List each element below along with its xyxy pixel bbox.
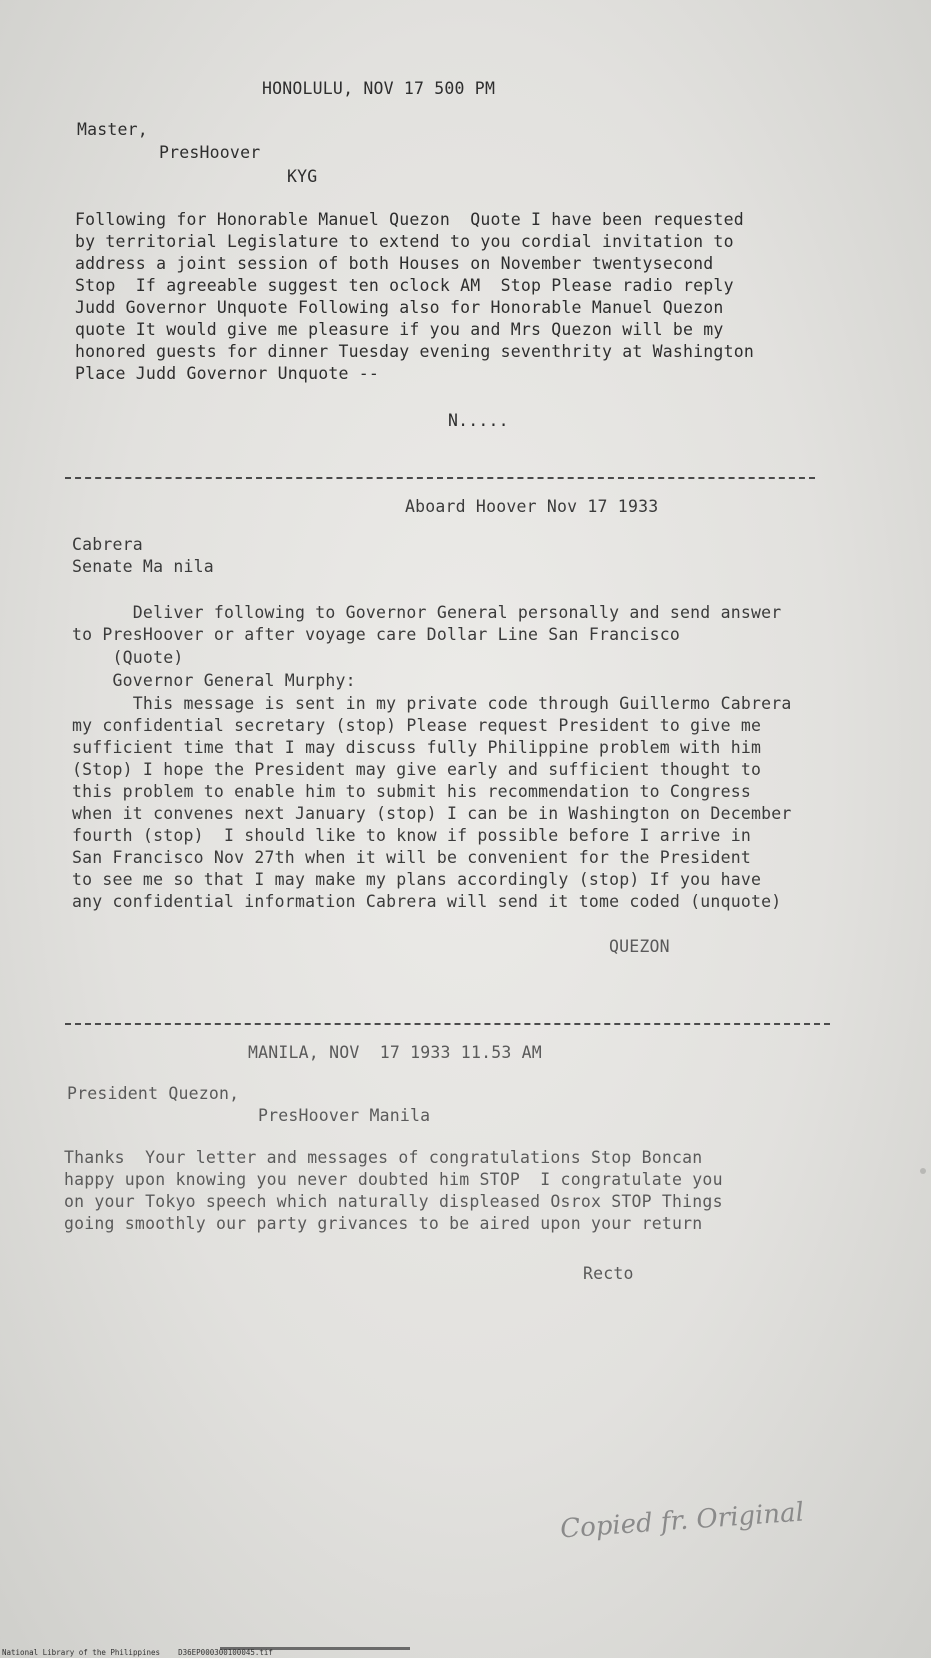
section1-body-line: Stop If agreeable suggest ten oclock AM Stop Please radio reply [75,276,734,295]
section1-body-line: Place Judd Governor Unquote -- [75,364,380,383]
section2-address: Senate Ma nila [72,557,214,576]
section1-body-line: Judd Governor Unquote Following also for Honorable Manuel Quezon [75,298,724,317]
archive-footer: National Library of the Philippines D36EP000300100045.tif [2,1648,273,1657]
section2-body-line: any confidential information Cabrera will send it tome coded (unquote) [72,892,782,911]
section3-body-line: happy upon knowing you never doubted him STOP I congratulate you [64,1170,723,1189]
separator-line [65,1023,830,1025]
section1-body-line: honored guests for dinner Tuesday evening seventhrity at Washington [75,342,754,361]
section2-body-line: when it convenes next January (stop) I can be in Washington on December [72,804,792,823]
section3-signature: Recto [583,1264,634,1283]
section2-body-line: San Francisco Nov 27th when it will be convenient for the President [72,848,751,867]
section2-body-line: my confidential secretary (stop) Please request President to give me [72,716,762,735]
section1-signature: N..... [448,411,509,430]
section2-body-line: (Stop) I hope the President may give early and sufficient thought to [72,760,762,779]
section2-body-line: This message is sent in my private code through Guillermo Cabrera [72,694,792,713]
section1-header: HONOLULU, NOV 17 500 PM [262,79,496,98]
section1-body-line: by territorial Legislature to extend to you cordial invitation to [75,232,734,251]
section1-body-line: address a joint session of both Houses on November twentysecond [75,254,714,273]
section1-via: PresHoover [159,143,261,162]
section1-station: KYG [287,167,318,186]
section2-body-line: sufficient time that I may discuss fully Philippine problem with him [72,738,762,757]
section3-body-line: going smoothly our party grivances to be aired upon your return [64,1214,703,1233]
section1-recipient: Master, [77,120,148,139]
scan-speck [920,1168,926,1174]
section2-body-line: Governor General Murphy: [72,671,356,690]
section2-body-line: (Quote) [72,648,184,667]
handwritten-annotation: Copied fr. Original [559,1497,805,1545]
separator-line [65,477,815,479]
section2-body-line: to PresHoover or after voyage care Dollar Line San Francisco [72,625,681,644]
section3-body-line: on your Tokyo speech which naturally displeased Osrox STOP Things [64,1192,723,1211]
section2-body-line: fourth (stop) I should like to know if possible before I arrive in [72,826,751,845]
section2-signature: QUEZON [609,937,670,956]
section1-body-line: quote It would give me pleasure if you and Mrs Quezon will be my [75,320,724,339]
section2-recipient: Cabrera [72,535,143,554]
section1-body-line: Following for Honorable Manuel Quezon Quote I have been requested [75,210,744,229]
section3-address: PresHoover Manila [258,1106,431,1125]
section2-body-line: this problem to enable him to submit his recommendation to Congress [72,782,751,801]
section2-header: Aboard Hoover Nov 17 1933 [405,497,659,516]
section2-body-line: to see me so that I may make my plans accordingly (stop) If you have [72,870,762,889]
section3-recipient: President Quezon, [67,1084,240,1103]
section3-header: MANILA, NOV 17 1933 11.53 AM [248,1043,542,1062]
section3-body-line: Thanks Your letter and messages of congratulations Stop Boncan [64,1148,703,1167]
section2-body-line: Deliver following to Governor General personally and send answer [72,603,782,622]
